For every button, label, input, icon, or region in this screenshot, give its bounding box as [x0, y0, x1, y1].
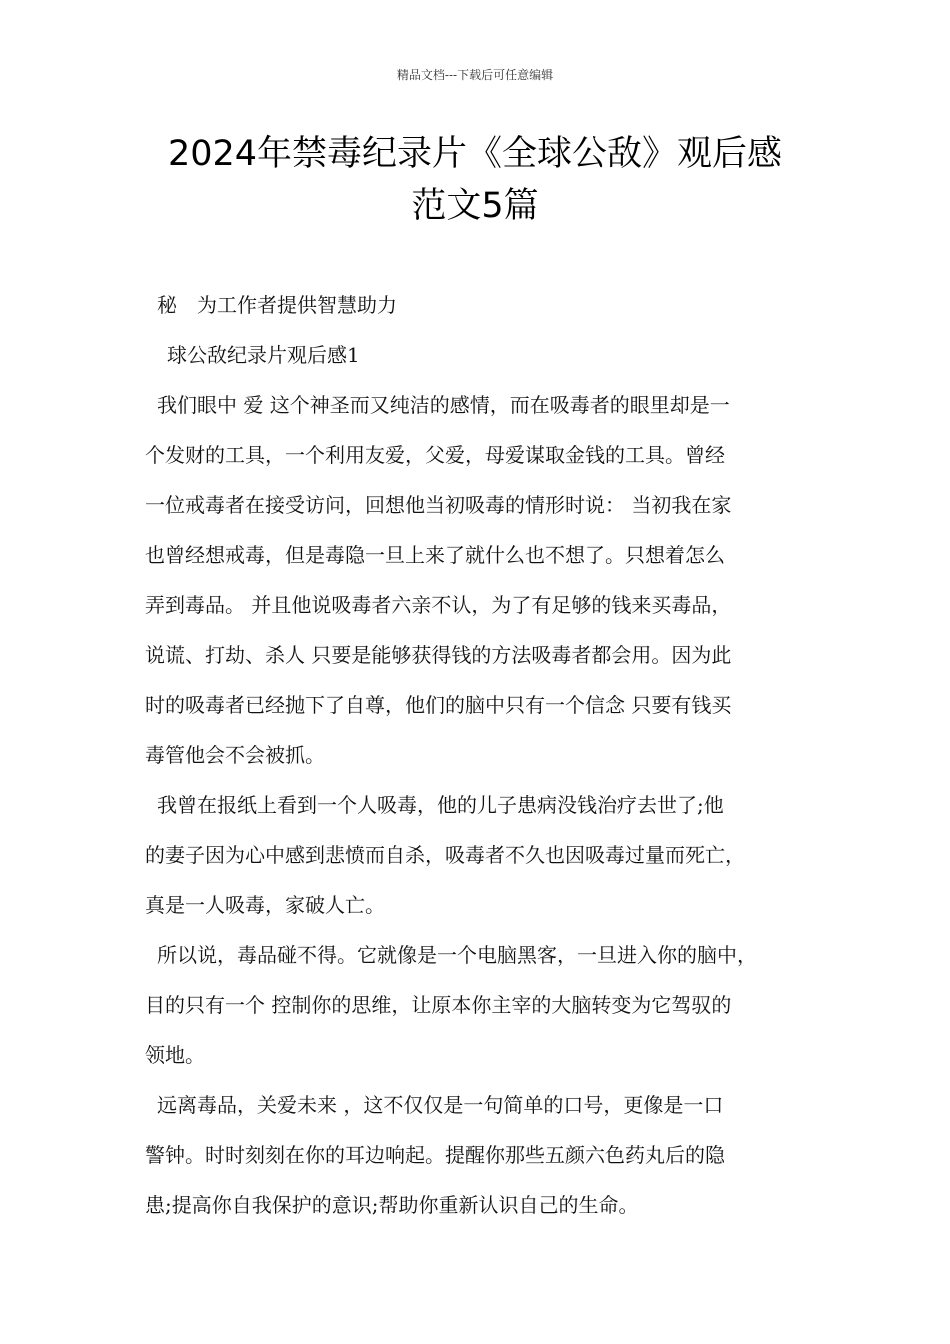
paragraph — [145, 780, 825, 930]
paragraph-line: 警钟。时时刻刻在你的耳边响起。提醒你那些五颜六色药丸后的隐 — [145, 1143, 725, 1167]
document-body — [145, 280, 825, 1230]
document-title — [100, 128, 850, 232]
section-heading: 球公敌纪录片观后感1 — [167, 343, 360, 367]
paragraph — [145, 930, 825, 1080]
paragraph-line: 我们眼中 爱 这个神圣而又纯洁的感情，而在吸毒者的眼里却是一 — [157, 393, 730, 417]
paragraph-line: 一位戒毒者在接受访问，回想他当初吸毒的情形时说： 当初我在家 — [145, 493, 732, 517]
paragraph-line: 时的吸毒者已经抛下了自尊，他们的脑中只有一个信念 只要有钱买 — [145, 693, 732, 717]
paragraph-line: 真是一人吸毒，家破人亡。 — [145, 893, 385, 917]
tagline: 秘 为工作者提供智慧助力 — [157, 293, 397, 317]
paragraph-line: 的妻子因为心中感到悲愤而自杀，吸毒者不久也因吸毒过量而死亡， — [145, 843, 745, 867]
title-line-2: 范文5篇 — [411, 186, 539, 226]
paragraph-line: 所以说，毒品碰不得。它就像是一个电脑黑客，一旦进入你的脑中， — [157, 943, 757, 967]
paragraph-line: 目的只有一个 控制你的思维，让原本你主宰的大脑转变为它驾驭的 — [145, 993, 732, 1017]
paragraph-line: 领地。 — [145, 1043, 205, 1067]
title-line-1: 2024年禁毒纪录片《全球公敌》观后感 — [167, 134, 783, 174]
header-note: 精品文档---下载后可任意编辑 — [396, 68, 554, 82]
paragraph-line: 患;提高你自我保护的意识;帮助你重新认识自己的生命。 — [145, 1193, 639, 1217]
paragraph-line: 我曾在报纸上看到一个人吸毒，他的儿子患病没钱治疗去世了;他 — [157, 793, 724, 817]
paragraph-line: 也曾经想戒毒，但是毒隐一旦上来了就什么也不想了。只想着怎么 — [145, 543, 725, 567]
paragraph-line: 个发财的工具，一个利用友爱，父爱，母爱谋取金钱的工具。曾经 — [145, 443, 725, 467]
paragraph-line: 远离毒品，关爱未来 ，这不仅仅是一句简单的口号，更像是一口 — [157, 1093, 724, 1117]
paragraph-line: 弄到毒品。 并且他说吸毒者六亲不认，为了有足够的钱来买毒品， — [145, 593, 732, 617]
paragraph-line: 毒管他会不会被抓。 — [145, 743, 325, 767]
paragraph-line: 说谎、打劫、杀人 只要是能够获得钱的方法吸毒者都会用。因为此 — [145, 643, 732, 667]
paragraph — [145, 380, 825, 780]
paragraph — [145, 1080, 825, 1230]
